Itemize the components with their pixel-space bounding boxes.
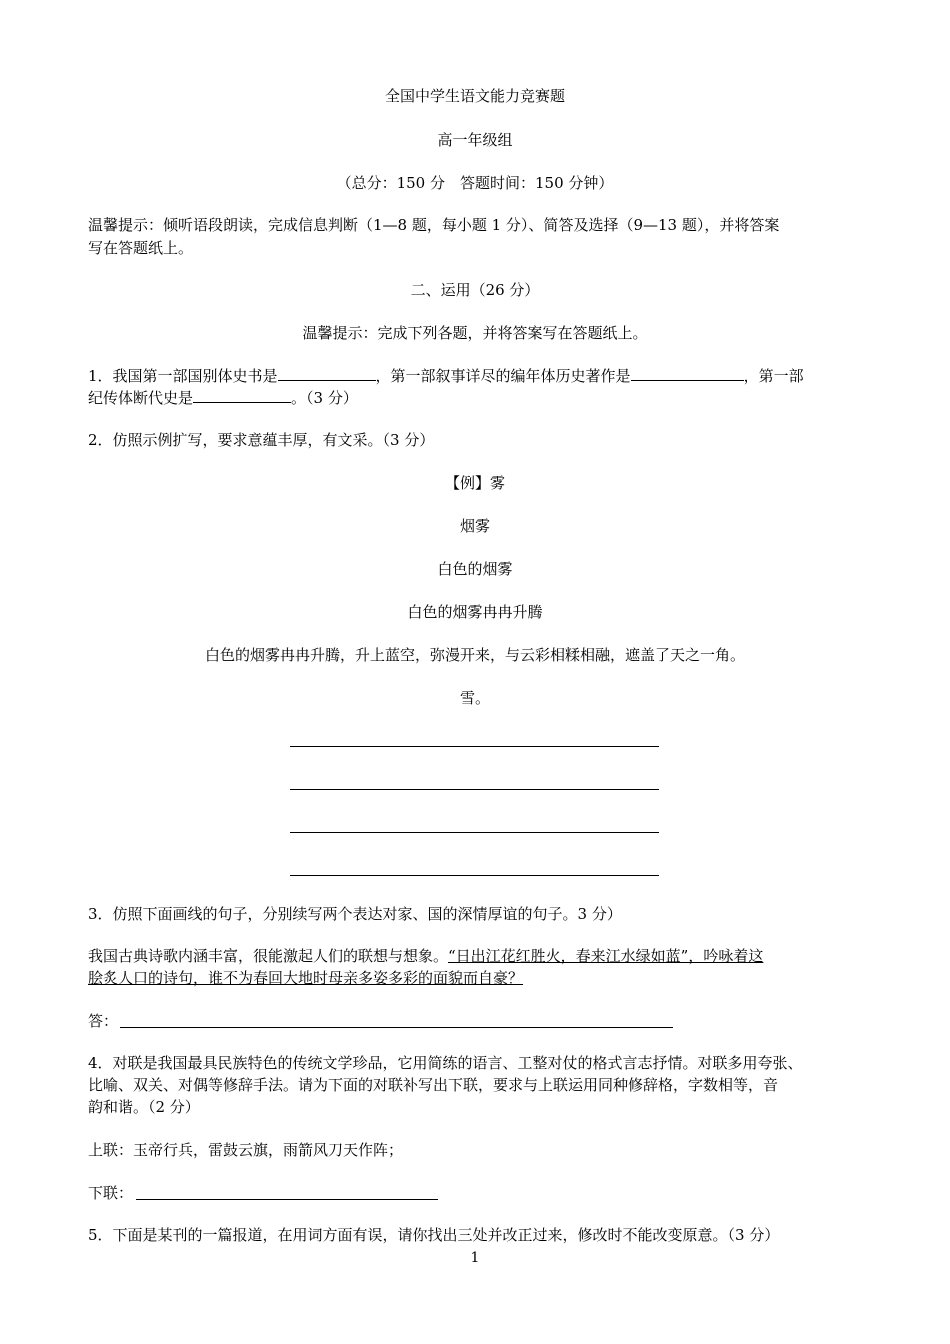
example-line-3: 白色的烟雾冉冉升腾 xyxy=(407,603,543,621)
question-5-prompt: 5．下面是某刊的一篇报道，在用词方面有误，请你找出三处并改正过来，修改时不能改变原意。（3 分） xyxy=(88,1226,780,1244)
q2-task-word: 雪。 xyxy=(459,689,490,707)
q3-passage-line2 xyxy=(88,968,523,988)
section-heading: 二、运用（26 分） xyxy=(410,281,540,299)
q1-blank-2[interactable] xyxy=(631,366,744,381)
example-line-2: 白色的烟雾 xyxy=(437,560,513,578)
q1-text-c: ，第一部 xyxy=(743,367,804,385)
score-time: （总分：150 分 答题时间：150 分钟） xyxy=(336,174,614,192)
q3-underlined-sentence-b: 脍炙人口的诗句，谁不为春回大地时母亲多姿多彩的面貌而自豪？ xyxy=(88,969,524,987)
q1-blank-1[interactable] xyxy=(278,366,376,381)
q3-underlined-sentence-a: “日出江花红胜火，春来江水绿如蓝”，吟咏着这 xyxy=(448,947,764,965)
page-number: 1 xyxy=(470,1250,480,1266)
lower-couplet-label: 下联： xyxy=(88,1184,134,1202)
q1-text-b: ，第一部叙事详尽的编年体历史著作是 xyxy=(375,367,631,385)
q3-passage-line1 xyxy=(88,946,763,966)
question-4-line1: 4．对联是我国最具民族特色的传统文学珍品，它用简练的语言、工整对仗的格式言志抒情。对联多用夸张、 xyxy=(88,1054,803,1072)
q1-text-e: 。（3 分） xyxy=(291,389,358,407)
question-4-line3: 韵和谐。（2 分） xyxy=(88,1098,200,1116)
question-4-line2: 比喻、双关、对偶等修辞手法。请为下面的对联补写出下联，要求与上联运用同种修辞格，字数相等，音 xyxy=(88,1076,779,1094)
q2-answer-line-1[interactable] xyxy=(290,746,659,747)
upper-couplet: 上联：玉帝行兵，雷鼓云旗，雨箭风刀天作阵； xyxy=(88,1141,404,1159)
example-line-1: 烟雾 xyxy=(459,517,490,535)
question-3-prompt: 3．仿照下面画线的句子，分别续写两个表达对家、国的深情厚谊的句子。3 分） xyxy=(88,905,622,923)
question-1-line2 xyxy=(88,388,358,408)
q1-text-a: 1．我国第一部国别体史书是 xyxy=(88,367,278,385)
section-tip: 温馨提示：完成下列各题，并将答案写在答题纸上。 xyxy=(302,324,648,342)
example-line-4: 白色的烟雾冉冉升腾，升上蓝空，弥漫开来，与云彩相糅相融，遮盖了天之一角。 xyxy=(204,646,745,664)
q2-answer-line-2[interactable] xyxy=(290,789,659,790)
q1-blank-3[interactable] xyxy=(193,388,291,403)
example-label: 【例】雾 xyxy=(444,474,505,492)
question-1-line1 xyxy=(88,366,804,386)
q2-answer-line-4[interactable] xyxy=(290,875,659,876)
q2-answer-line-3[interactable] xyxy=(290,832,659,833)
q3-plain-text: 我国古典诗歌内涵丰富，很能激起人们的联想与想象。 xyxy=(88,947,449,965)
grade-group: 高一年级组 xyxy=(437,131,513,149)
q3-answer-label: 答： xyxy=(88,1012,119,1030)
tip-listening-line2: 写在答题纸上。 xyxy=(88,239,194,257)
exam-title: 全国中学生语文能力竞赛题 xyxy=(384,87,565,105)
q1-text-d: 纪传体断代史是 xyxy=(88,389,194,407)
tip-listening-line1: 温馨提示：倾听语段朗读，完成信息判断（1—8 题，每小题 1 分）、简答及选择（9—13 题），并将答案 xyxy=(88,216,780,234)
lower-couplet-answer-line[interactable] xyxy=(136,1199,438,1200)
question-2-prompt: 2．仿照示例扩写，要求意蕴丰厚，有文采。（3 分） xyxy=(88,431,435,449)
q3-answer-line[interactable] xyxy=(120,1027,673,1028)
